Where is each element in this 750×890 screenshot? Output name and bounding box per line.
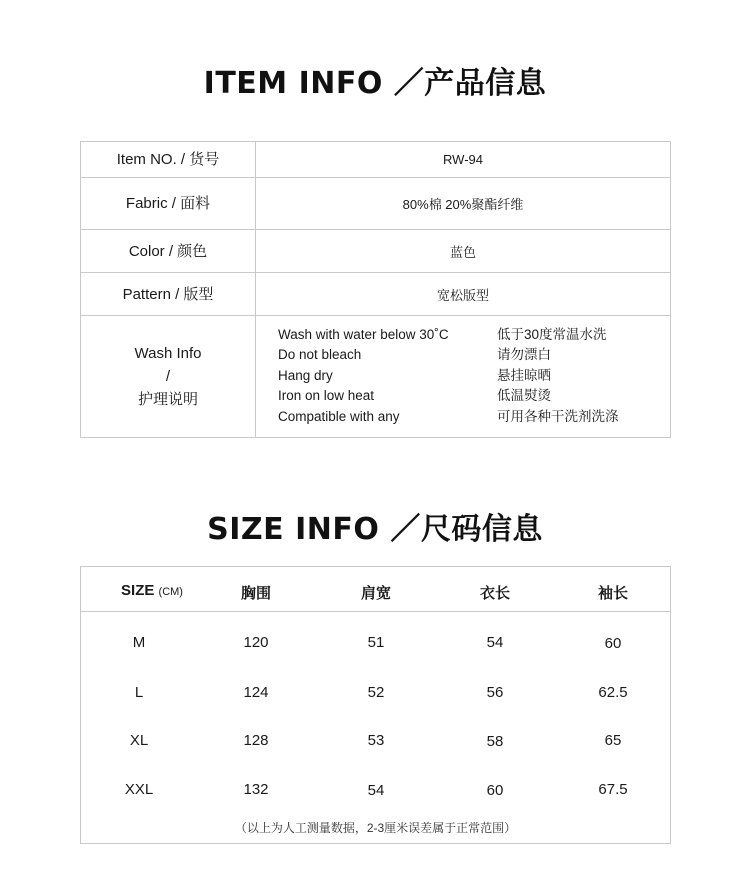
wash-item-cn: 低于30度常温水洗 xyxy=(497,327,607,342)
item-row-fabric xyxy=(81,178,670,230)
wash-item-cn: 悬挂晾晒 xyxy=(497,367,551,383)
wash-label-separator: / xyxy=(165,368,171,385)
sleeve-value: 67.5 xyxy=(598,781,628,798)
item-row-number xyxy=(81,142,670,178)
sleeve-value: 62.5 xyxy=(598,684,628,701)
pattern-value: 宽松版型 xyxy=(436,287,489,303)
color-label: Color / 颜色 xyxy=(81,230,256,272)
size-info-table xyxy=(80,566,671,844)
length-value: 54 xyxy=(486,634,504,651)
wash-label-cn: 护理说明 xyxy=(137,391,198,408)
chest-value: 132 xyxy=(243,781,269,798)
wash-item-cn: 请勿漂白 xyxy=(497,347,551,363)
fabric-label: Fabric / 面料 xyxy=(81,178,256,229)
length-value: 60 xyxy=(486,782,504,799)
shoulder-value: 53 xyxy=(367,732,385,749)
fabric-value: 80%棉 20%聚酯纤维 xyxy=(402,197,524,212)
size-header-shoulder: 肩宽 xyxy=(360,585,391,602)
size-header-unit: (CM) xyxy=(158,586,183,598)
chest-value: 124 xyxy=(243,684,269,701)
size-label: XXL xyxy=(124,781,154,798)
item-number-value: RW-94 xyxy=(443,152,483,167)
sleeve-value: 65 xyxy=(604,732,622,749)
size-header-sleeve: 袖长 xyxy=(597,585,628,602)
length-value: 56 xyxy=(486,684,504,701)
color-value: 蓝色 xyxy=(449,244,476,260)
size-header-chest: 胸围 xyxy=(240,585,271,602)
pattern-label: Pattern / 版型 xyxy=(81,273,256,315)
wash-info-label xyxy=(81,316,256,437)
wash-item-en: Wash with water below 30˚C xyxy=(278,327,449,342)
wash-item-en: Do not bleach xyxy=(278,347,362,363)
length-value: 58 xyxy=(486,733,504,750)
sleeve-value: 60 xyxy=(604,635,622,652)
wash-item-en: Compatible with any xyxy=(278,408,400,424)
shoulder-value: 54 xyxy=(367,782,385,799)
size-header-label: SIZE xyxy=(121,582,155,599)
item-row-pattern xyxy=(81,273,670,316)
size-header-size xyxy=(93,582,212,599)
shoulder-value: 52 xyxy=(367,684,385,701)
size-info-title: SIZE INFO ／尺码信息 xyxy=(207,512,543,547)
item-row-wash xyxy=(81,316,670,437)
shoulder-value: 51 xyxy=(367,634,385,651)
wash-item-cn: 低温熨烫 xyxy=(497,388,551,404)
item-number-label: Item NO. / 货号 xyxy=(81,142,256,177)
wash-label-en: Wash Info xyxy=(134,345,202,362)
wash-item-en: Iron on low heat xyxy=(278,388,375,404)
measurement-note: （以上为人工测量数据，2-3厘米误差属于正常范围） xyxy=(234,821,517,835)
size-label: XL xyxy=(129,732,149,749)
item-info-table xyxy=(80,141,671,438)
size-header-length: 衣长 xyxy=(479,585,510,602)
item-row-color xyxy=(81,230,670,273)
item-info-title: ITEM INFO ／产品信息 xyxy=(203,66,547,101)
chest-value: 120 xyxy=(243,634,269,651)
wash-instructions xyxy=(278,325,677,427)
chest-value: 128 xyxy=(243,732,269,749)
size-table-header xyxy=(81,567,670,612)
size-label: M xyxy=(132,634,146,651)
wash-item-cn: 可用各种干洗剂洗涤 xyxy=(497,408,619,424)
size-label: L xyxy=(134,684,144,701)
wash-item-en: Hang dry xyxy=(278,367,333,383)
